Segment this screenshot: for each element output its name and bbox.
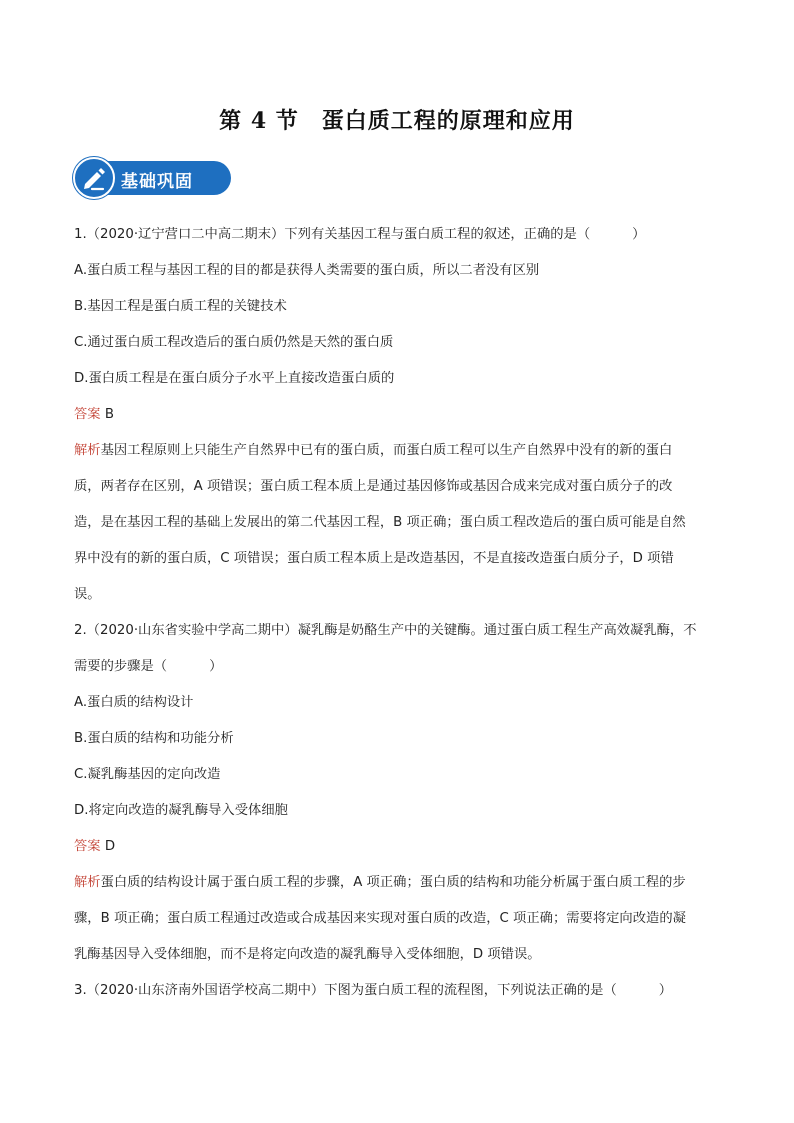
question-1-analysis-line xyxy=(74,438,724,474)
question-2-option-a: A.蛋白质的结构设计 xyxy=(74,695,194,710)
question-1-option-a: A.蛋白质工程与基因工程的目的都是获得人类需要的蛋白质，所以二者没有区别 xyxy=(74,263,540,278)
question-stem-text: 1.（2020·辽宁营口二中高二期末）下列有关基因工程与蛋白质工程的叙述，正确的是（ xyxy=(74,227,591,242)
question-1-option-d: D.蛋白质工程是在蛋白质分子水平上直接改造蛋白质的 xyxy=(74,371,395,386)
question-1-analysis-line: 界中没有的新的蛋白质，C 项错误；蛋白质工程本质上是改造基因，不是直接改造蛋白质分子，D 项错 xyxy=(74,551,674,566)
question-stem-text: 需要的步骤是（ xyxy=(74,659,168,674)
question-2-analysis-line xyxy=(74,870,724,906)
pencil-icon xyxy=(73,157,115,199)
analysis-text: 基因工程原则上只能生产自然界中已有的蛋白质，而蛋白质工程可以生产自然界中没有的新的蛋白 xyxy=(100,443,673,458)
answer-label: 答案 xyxy=(74,407,101,422)
question-1-analysis-line: 质，两者存在区别，A 项错误；蛋白质工程本质上是通过基因修饰或基因合成来完成对蛋白质分子的改 xyxy=(74,479,673,494)
answer-value: B xyxy=(100,407,114,422)
section-badge xyxy=(73,157,231,199)
question-1-option-b: B.基因工程是蛋白质工程的关键技术 xyxy=(74,299,287,314)
analysis-text: 蛋白质的结构设计属于蛋白质工程的步骤，A 项正确；蛋白质的结构和功能分析属于蛋白质工程的步 xyxy=(100,875,686,890)
question-2-analysis-line: 骤，B 项正确；蛋白质工程通过改造或合成基因来实现对蛋白质的改造，C 项正确；需要将定向改造的凝 xyxy=(74,911,686,926)
question-2-analysis-line: 乳酶基因导入受体细胞，而不是将定向改造的凝乳酶导入受体细胞，D 项错误。 xyxy=(74,947,541,962)
question-2-stem xyxy=(74,654,724,690)
question-1-option-c: C.通过蛋白质工程改造后的蛋白质仍然是天然的蛋白质 xyxy=(74,335,394,350)
question-1-stem xyxy=(74,222,724,258)
answer-value: D xyxy=(100,839,116,854)
question-1-analysis-line: 造，是在基因工程的基础上发展出的第二代基因工程，B 项正确；蛋白质工程改造后的蛋白质可能是自然 xyxy=(74,515,686,530)
question-2-option-c: C.凝乳酶基因的定向改造 xyxy=(74,767,221,782)
analysis-label: 解析 xyxy=(74,875,101,890)
question-1-answer xyxy=(74,402,724,438)
question-3-stem xyxy=(74,978,724,1014)
question-stem-bracket: ） xyxy=(209,659,223,674)
question-2-stem: 2.（2020·山东省实验中学高二期中）凝乳酶是奶酪生产中的关键酶。通过蛋白质工程生产高效凝乳酶，不 xyxy=(74,623,697,638)
question-stem-bracket: ） xyxy=(658,983,673,998)
question-stem-bracket: ） xyxy=(632,227,646,242)
question-list xyxy=(74,222,724,1014)
analysis-label: 解析 xyxy=(74,443,101,458)
question-2-option-b: B.蛋白质的结构和功能分析 xyxy=(74,731,234,746)
question-1-analysis-line: 误。 xyxy=(74,587,101,602)
question-2-option-d: D.将定向改造的凝乳酶导入受体细胞 xyxy=(74,803,288,818)
answer-label: 答案 xyxy=(74,839,101,854)
question-2-answer xyxy=(74,834,724,870)
page-title: 第 4 节 蛋白质工程的原理和应用 xyxy=(219,108,575,134)
section-badge-label: 基础巩固 xyxy=(121,172,193,192)
question-stem-text: 3.（2020·山东济南外国语学校高二期中）下图为蛋白质工程的流程图，下列说法正确的是（ xyxy=(74,983,617,998)
